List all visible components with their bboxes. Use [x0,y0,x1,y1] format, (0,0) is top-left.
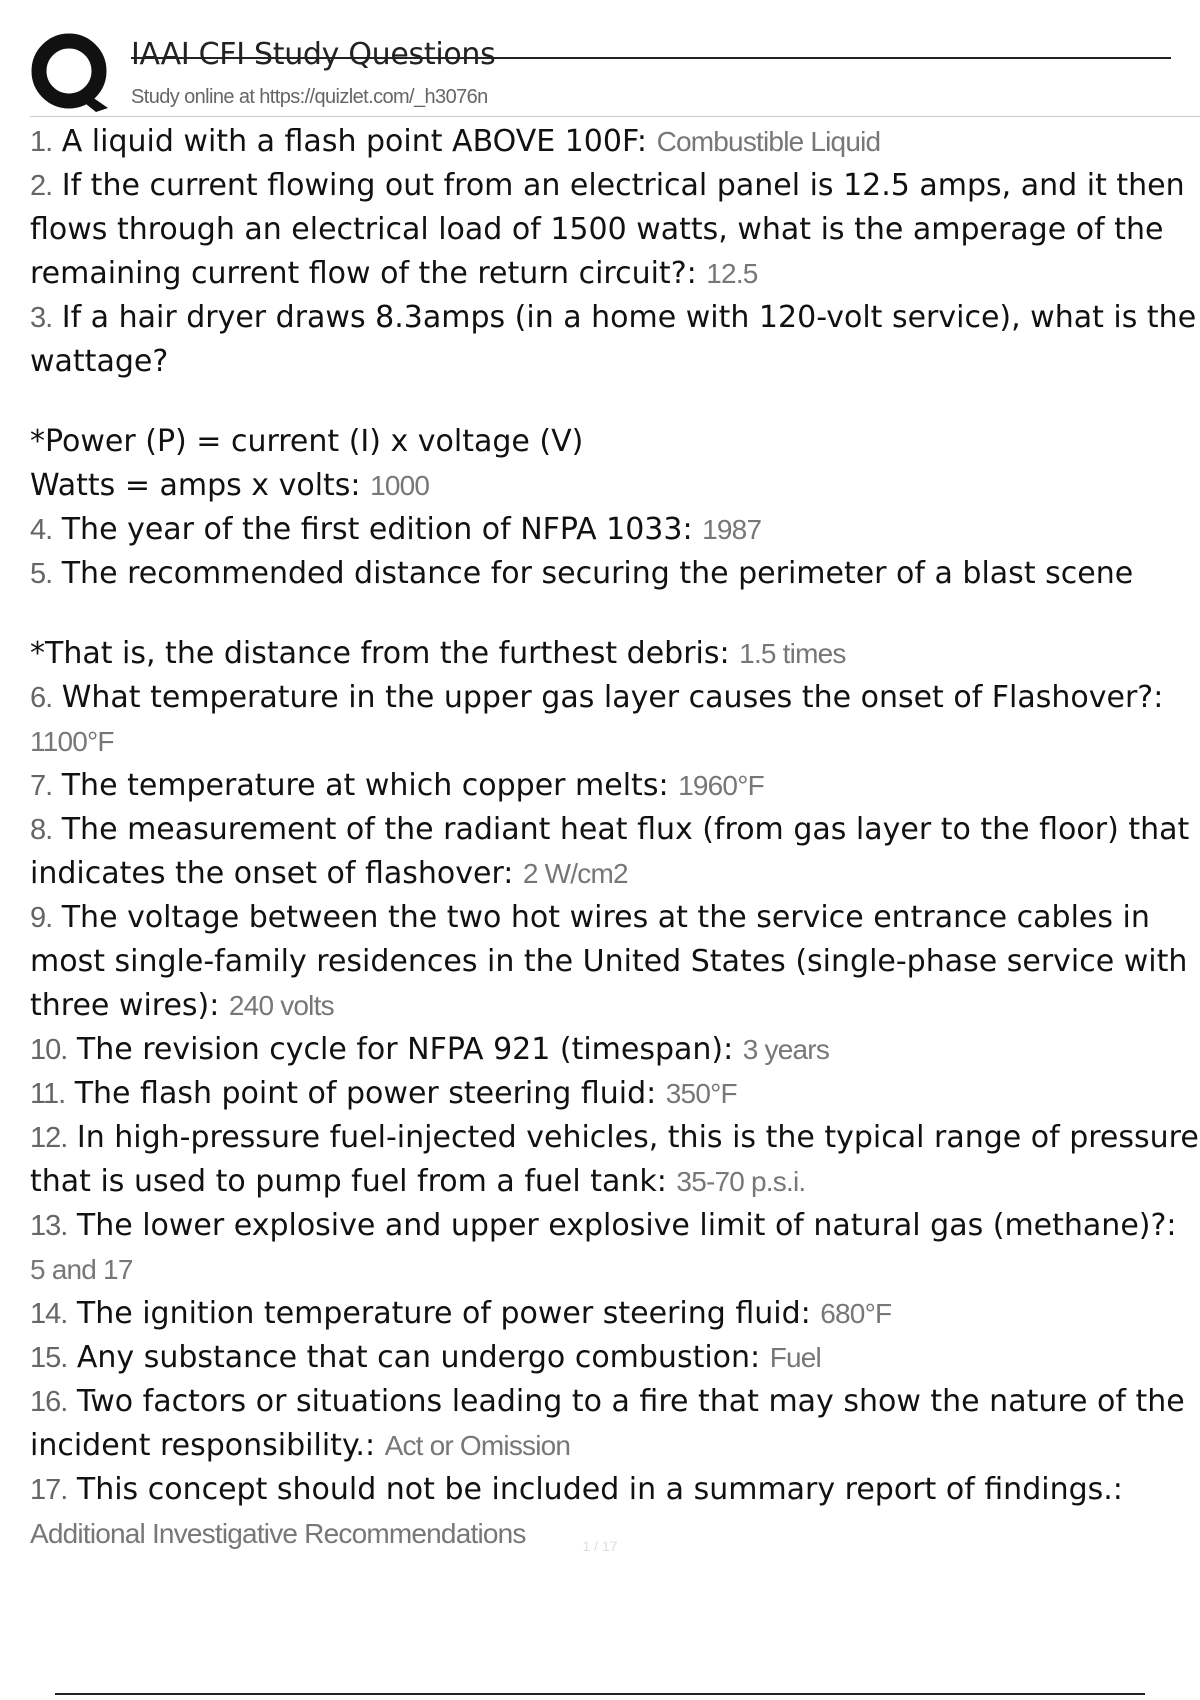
question-answer: 240 volts [228,990,334,1021]
question-text: The year of the first edition of NFPA 1033: [61,512,693,547]
question-paragraph [30,552,1200,596]
question-number: 3. [30,302,53,334]
question-item [30,1028,1200,1072]
question-paragraph [30,120,1200,164]
question-number: 14. [30,1298,68,1330]
question-answer: 35-70 p.s.i. [676,1166,806,1197]
question-answer: Act or Omission [384,1430,571,1461]
question-text: The revision cycle for NFPA 921 (timespan): [76,1032,734,1067]
question-paragraph [30,296,1200,384]
question-text: The voltage between the two hot wires at the service entrance cables in most single-family residences in the United States (single-phase service with three wires): [30,900,1188,1023]
question-answer: 5 and 17 [30,1254,133,1285]
question-answer: 1100°F [30,726,114,757]
question-paragraph [30,1204,1200,1292]
question-answer: 1000 [370,470,430,501]
question-answer: 1.5 times [739,638,846,669]
question-text: The ignition temperature of power steering fluid: [76,1296,811,1331]
footer-divider [55,1693,1145,1695]
question-paragraph [30,764,1200,808]
question-item [30,1116,1200,1204]
question-paragraph [30,896,1200,1028]
question-number: 7. [30,770,53,802]
document-title: IAAI CFI Study Questions [131,37,496,72]
question-item [30,808,1200,896]
question-text: In high-pressure fuel-injected vehicles, this is the typical range of pressure that is used to pump fuel from a fuel tank: [30,1120,1199,1199]
question-answer: 12.5 [706,258,758,289]
question-answer: 3 years [742,1034,830,1065]
question-number: 13. [30,1210,68,1242]
question-answer: Additional Investigative Recommendations [30,1518,526,1549]
question-text: The recommended distance for securing the perimeter of a blast scene [61,556,1134,591]
question-paragraph [30,632,1200,676]
question-number: 6. [30,682,53,714]
question-text: Watts = amps x volts: [30,468,361,503]
question-number: 4. [30,514,53,546]
question-number: 10. [30,1034,68,1066]
question-paragraph [30,1336,1200,1380]
question-item [30,164,1200,296]
question-item [30,1380,1200,1468]
question-item [30,1336,1200,1380]
question-answer: 1960°F [678,770,764,801]
question-item [30,508,1200,552]
question-number: 15. [30,1342,68,1374]
question-item [30,552,1200,676]
question-number: 9. [30,902,53,934]
question-number: 16. [30,1386,68,1418]
question-text: The flash point of power steering fluid: [74,1076,657,1111]
question-answer: Fuel [769,1342,821,1373]
question-item [30,120,1200,164]
question-item [30,1204,1200,1292]
header-divider [30,116,1200,117]
document-subtitle: Study online at https://quizlet.com/_h3076n [131,86,488,108]
question-answer: 350°F [665,1078,737,1109]
question-paragraph [30,1072,1200,1116]
question-item [30,1292,1200,1336]
question-item [30,1072,1200,1116]
question-answer: 680°F [820,1298,892,1329]
question-paragraph [30,164,1200,296]
question-text: This concept should not be included in a summary report of findings.: [76,1472,1123,1507]
question-text: Two factors or situations leading to a fire that may show the nature of the incident responsibility.: [30,1384,1185,1463]
question-text: *Power (P) = current (I) x voltage (V) [30,424,584,459]
question-paragraph [30,420,1200,464]
question-paragraph [30,676,1200,764]
quizlet-logo-icon [30,32,112,114]
question-text: What temperature in the upper gas layer causes the onset of Flashover?: [61,680,1164,715]
question-item [30,676,1200,764]
question-number: 12. [30,1122,68,1154]
question-number: 2. [30,170,53,202]
question-item [30,896,1200,1028]
question-paragraph [30,1292,1200,1336]
document-header [30,28,1200,118]
question-text: *That is, the distance from the furthest debris: [30,636,730,671]
question-number: 5. [30,558,53,590]
question-paragraph [30,1380,1200,1468]
question-number: 17. [30,1474,68,1506]
page-number: 1 / 17 [582,1538,618,1554]
question-answer: Combustible Liquid [656,126,881,157]
question-number: 8. [30,814,53,846]
question-text: The lower explosive and upper explosive limit of natural gas (methane)?: [76,1208,1177,1243]
question-text: Any substance that can undergo combustion: [76,1340,761,1375]
question-answer: 2 W/cm2 [522,858,628,889]
title-strike-rule [131,57,1171,59]
question-paragraph [30,1116,1200,1204]
question-text: The temperature at which copper melts: [61,768,669,803]
question-number: 1. [30,126,53,158]
question-item [30,764,1200,808]
question-text: If a hair dryer draws 8.3amps (in a home with 120-volt service), what is the wattage? [30,300,1197,379]
question-paragraph [30,1028,1200,1072]
question-text: A liquid with a flash point ABOVE 100F: [61,124,648,159]
question-list [30,120,1200,1556]
question-number: 11. [30,1078,66,1110]
question-text: The measurement of the radiant heat flux (from gas layer to the floor) that indicates the onset of flashover: [30,812,1190,891]
question-item [30,296,1200,508]
question-text: If the current flowing out from an electrical panel is 12.5 amps, and it then flows through an electrical load of 1500 watts, what is the amperage of the remaining current flow of the return circuit?: [30,168,1185,291]
question-answer: 1987 [702,514,762,545]
question-paragraph [30,464,1200,508]
question-paragraph [30,508,1200,552]
question-paragraph [30,808,1200,896]
